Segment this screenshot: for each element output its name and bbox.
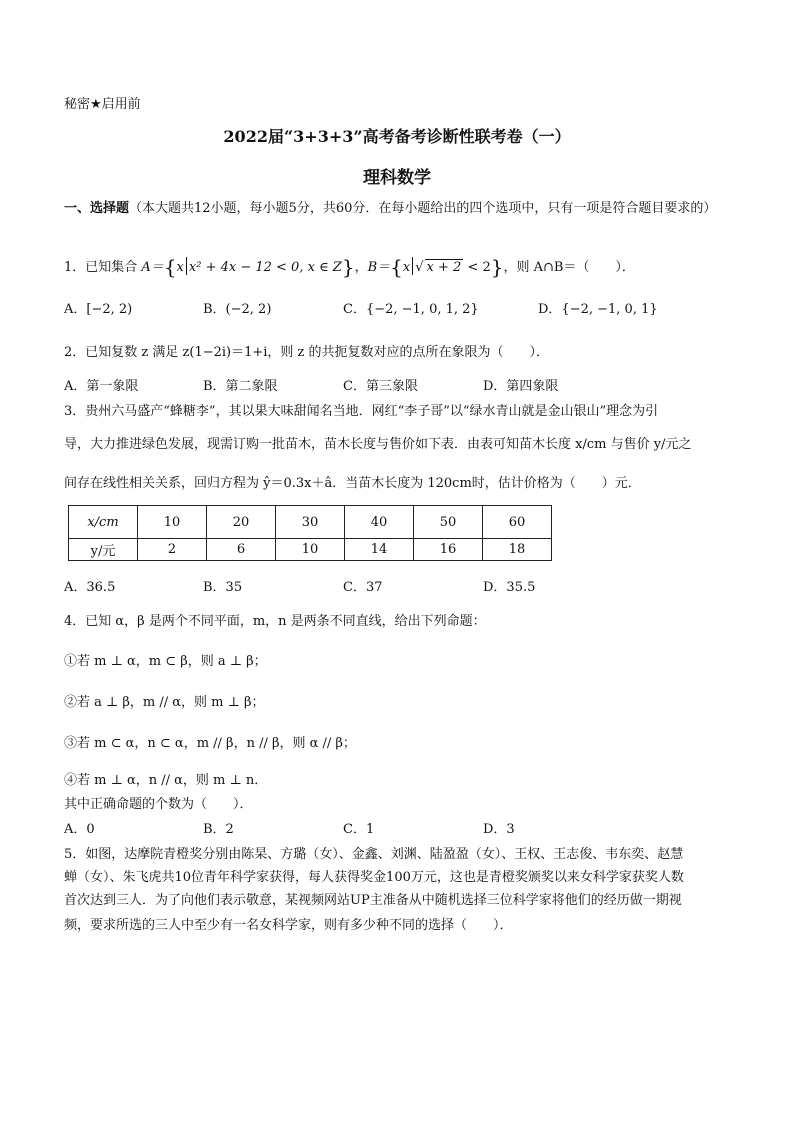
- question-4-stem: 4．已知 α，β 是两个不同平面，m，n 是两条不同直线，给出下列命题：: [64, 614, 486, 629]
- table-cell: 10: [138, 506, 207, 539]
- q1-suffix: ，则 A∩B＝（ ）．: [503, 260, 635, 275]
- q1-setB-var: x: [402, 260, 411, 275]
- q5-line-3: 首次达到三人．为了向他们表示敬意，某视频网站UP主准备从中随机选择三位科学家将他们的经历做一期视: [64, 893, 682, 908]
- question-1-stem: 1．已知集合 A＝{x x² + 4x − 12 < 0, x ∈ Z}，B＝{x √ x + 2 < 2}，则 A∩B＝（ ）．: [64, 255, 635, 279]
- q1-setB-label: B＝: [367, 260, 391, 275]
- table-cell: 2: [138, 539, 207, 561]
- section-heading: 一、选择题: [64, 201, 130, 216]
- table-cell: 10: [276, 539, 345, 561]
- subject-title: 理科数学: [363, 168, 431, 188]
- q1-separator: ，: [354, 260, 368, 275]
- q1-setA-label: A＝: [141, 260, 164, 275]
- exam-title: 2022届“3+3+3”高考备考诊断性联考卷（一）: [223, 127, 571, 146]
- q4-question: 其中正确命题的个数为（ ）．: [64, 797, 253, 812]
- q3-line-3: 间存在线性相关关系，回归方程为 ŷ＝0.3x＋â．当苗木长度为 120cm时，估计价格为（ ）元．: [64, 476, 641, 491]
- question-2-stem: 2．已知复数 z 满足 z(1−2i)＝1+i，则 z 的共扼复数对应的点所在象限为（ ）．: [64, 345, 550, 360]
- q3-option-c: C．37: [343, 580, 383, 595]
- q1-option-c: C．{−2, −1, 0, 1, 2}: [343, 302, 479, 317]
- q3-data-table: [68, 505, 552, 561]
- q4-option-c: C．1: [343, 822, 375, 837]
- table-cell: 16: [414, 539, 483, 561]
- q4-proposition-1: ①若 m ⊥ α，m ⊂ β，则 a ⊥ β；: [64, 654, 267, 669]
- table-cell: 18: [483, 539, 552, 561]
- q2-option-a: A．第一象限: [64, 379, 139, 394]
- q1-setB-sqrt: x + 2: [426, 260, 462, 275]
- section-instructions: （本大题共12小题，每小题5分，共60分．在每小题给出的四个选项中，只有一项是符合题目要求的）: [129, 201, 717, 216]
- q1-option-d: D．{−2, −1, 0, 1}: [538, 302, 658, 317]
- q5-line-1: 5．如图，达摩院青橙奖分别由陈杲、方璐（女）、金鑫、刘渊、陆盈盈（女）、王权、王志俊、韦东奕、赵慧: [64, 847, 684, 862]
- confidential-label: 秘密★启用前: [64, 97, 141, 112]
- table-cell: 50: [414, 506, 483, 539]
- q2-option-c: C．第三象限: [343, 379, 418, 394]
- table-header-y: y/元: [69, 539, 138, 561]
- table-cell: 14: [345, 539, 414, 561]
- section-intro: [64, 198, 732, 220]
- q4-option-b: B．2: [203, 822, 234, 837]
- q3-option-a: A．36.5: [64, 580, 116, 595]
- q4-option-d: D．3: [483, 822, 515, 837]
- q5-line-2: 蝉（女）、朱飞虎共10位青年科学家获得，每人获得奖金100万元，这也是青橙奖颁奖以来女科学家获奖人数: [64, 870, 684, 885]
- q1-setA-condition: x² + 4x − 12 < 0, x ∈ Z: [188, 260, 342, 275]
- q3-line-1: 3．贵州六马盛产“蜂糖李”，其以果大味甜闻名当地．网红“李子哥”以“绿水青山就是金山银山”理念为引: [64, 404, 659, 419]
- table-cell: 40: [345, 506, 414, 539]
- q4-proposition-4: ④若 m ⊥ α，n // α，则 m ⊥ n．: [64, 773, 268, 788]
- q1-option-b: B．(−2, 2): [203, 302, 272, 317]
- table-cell: 20: [207, 506, 276, 539]
- q4-option-a: A．0: [64, 822, 95, 837]
- q3-option-b: B．35: [203, 580, 243, 595]
- q5-line-4: 频，要求所选的三人中至少有一名女科学家，则有多少种不同的选择（ ）．: [64, 918, 513, 933]
- table-cell: 30: [276, 506, 345, 539]
- q1-prefix: 1．已知集合: [64, 260, 138, 275]
- q1-setA-var: x: [176, 260, 184, 275]
- q4-proposition-2: ②若 a ⊥ β，m // α，则 m ⊥ β；: [64, 695, 265, 710]
- q1-setB-tail: < 2: [467, 260, 491, 275]
- table-cell: 60: [483, 506, 552, 539]
- q2-option-d: D．第四象限: [483, 379, 559, 394]
- q4-proposition-3: ③若 m ⊂ α，n ⊂ α，m // β，n // β，则 α // β；: [64, 736, 356, 751]
- q3-option-d: D．35.5: [483, 580, 536, 595]
- table-header-x: x/cm: [69, 506, 138, 539]
- table-cell: 6: [207, 539, 276, 561]
- q1-option-a: A．[−2, 2): [64, 302, 133, 317]
- q3-line-2: 导，大力推进绿色发展，现需订购一批苗木，苗木长度与售价如下表．由表可知苗木长度 x/cm 与售价 y/元之: [64, 437, 692, 452]
- q2-option-b: B．第二象限: [203, 379, 278, 394]
